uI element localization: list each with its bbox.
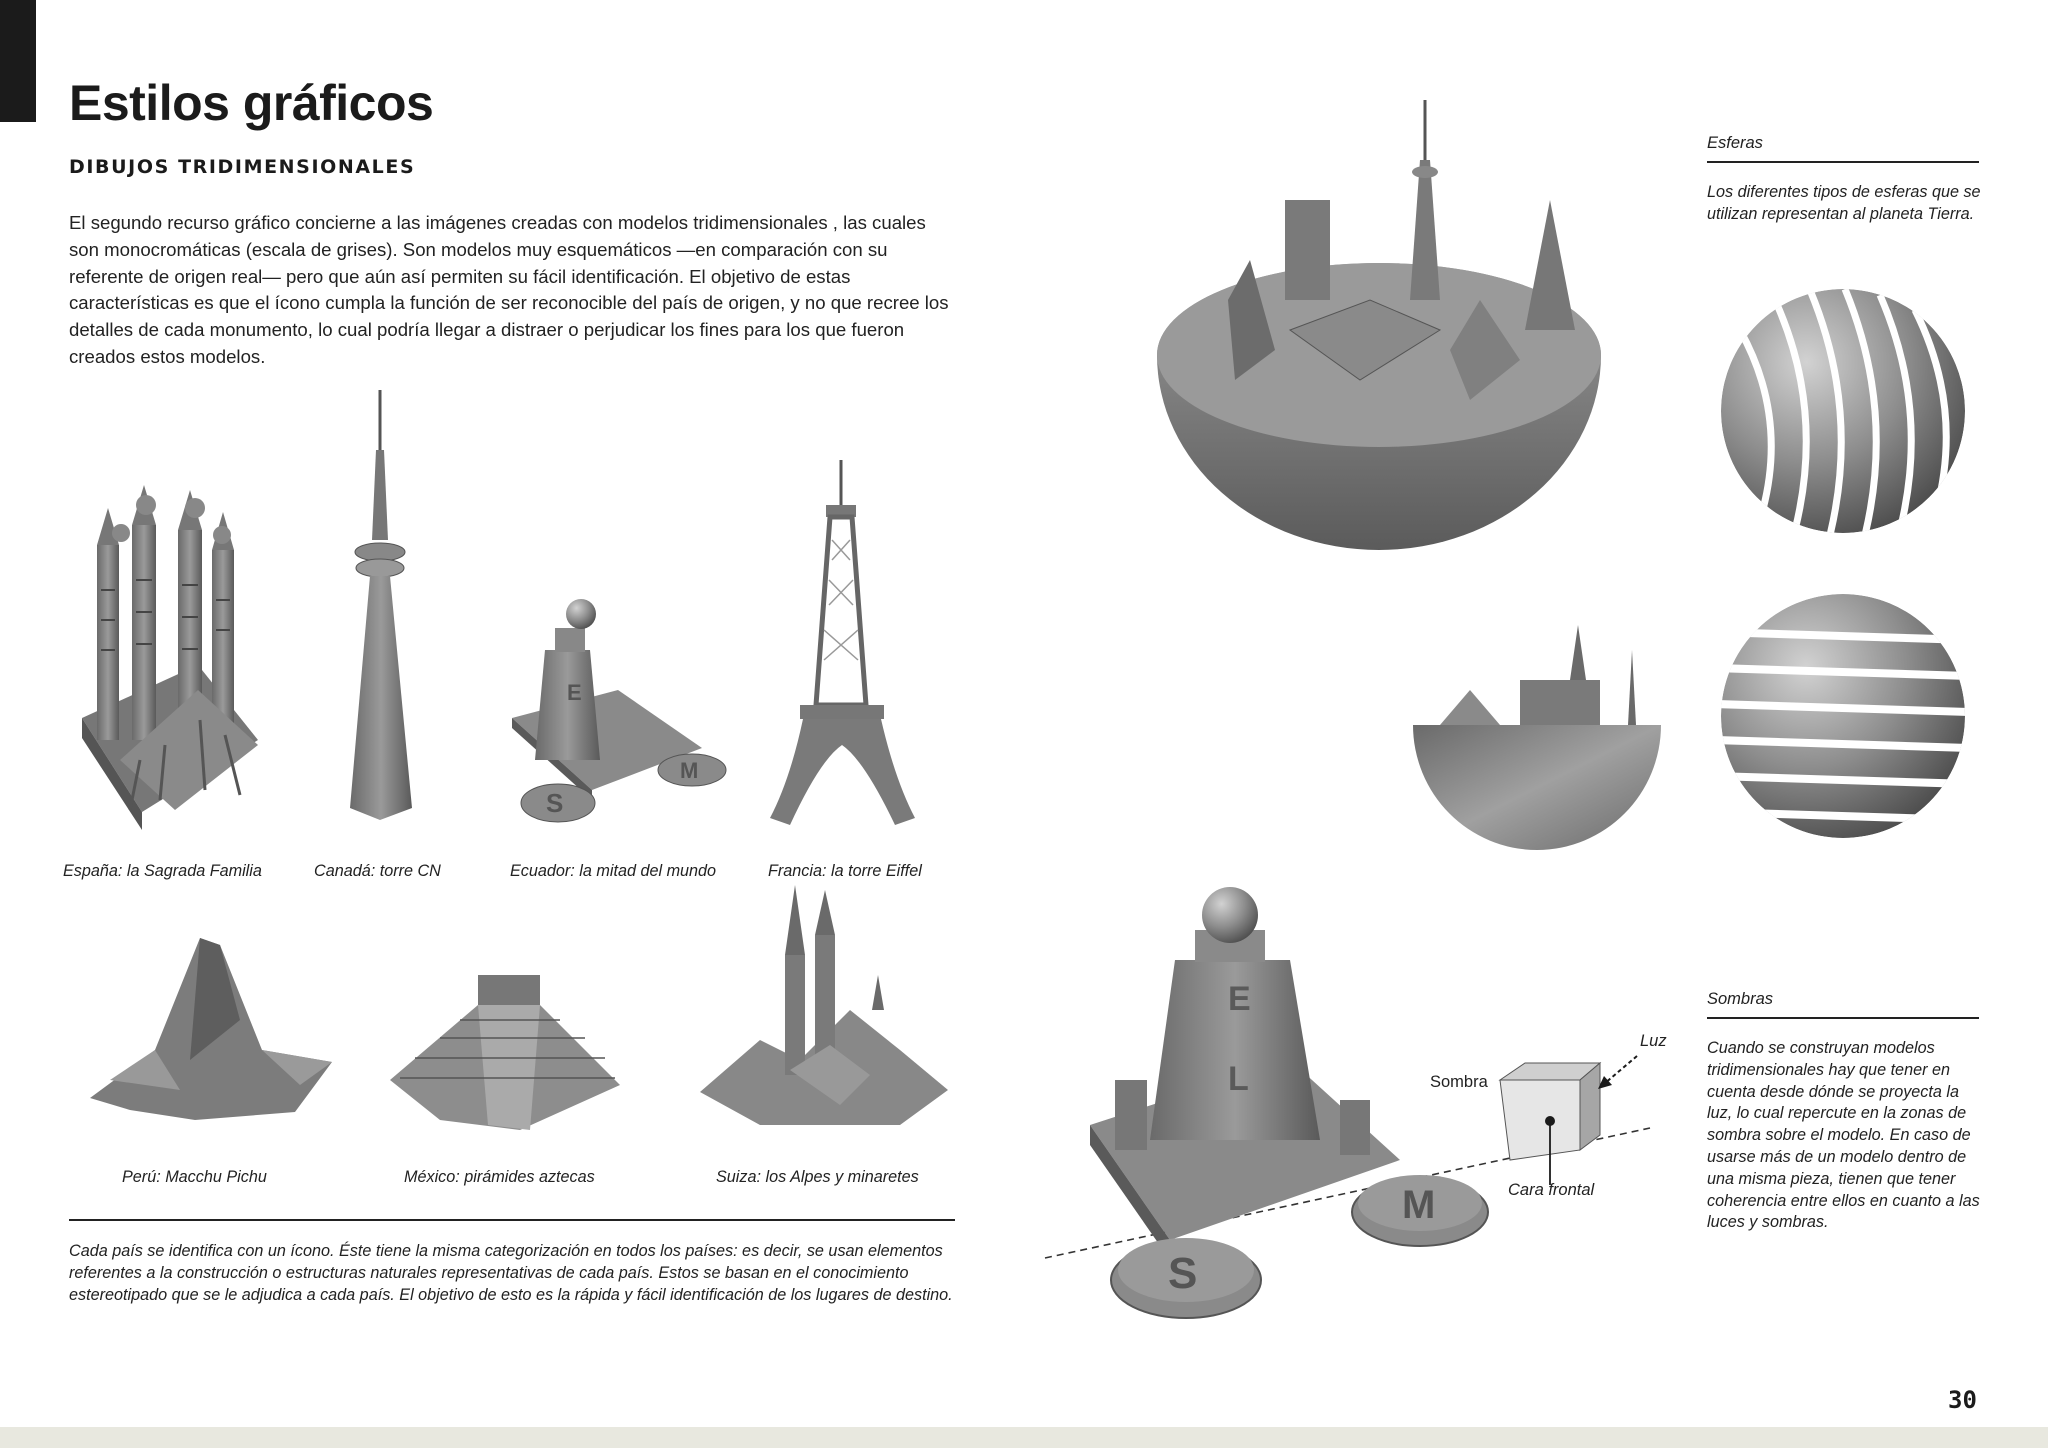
shadow-label: Sombra — [1430, 1073, 1488, 1091]
spheres-divider — [1707, 161, 1979, 163]
earth-bowl-small-icon — [1413, 625, 1661, 850]
shadows-divider — [1707, 1017, 1979, 1019]
footer-strip — [0, 1427, 2048, 1448]
caption-ecuador: Ecuador: la mitad del mundo — [510, 862, 717, 880]
shadows-heading: Sombras — [1707, 990, 1774, 1008]
note-paragraph: Cada país se identifica con un ícono. Éste tiene la misma categorización en todos los países: es decir, se usan elementos referentes a la construcción o estructuras naturales representativas de cada país. Estos se basan en el conocimiento estereotipado que se le adjudica a cada país. El objetivo de esto es la rápida y fácil identificación de los lugares de destino. — [69, 1242, 953, 1304]
earth-bowl-large-icon — [1157, 100, 1601, 550]
page-number: 30 — [1948, 1386, 1977, 1414]
alps-minarets-icon — [700, 885, 948, 1125]
mitad-del-mundo-icon — [512, 599, 726, 822]
svg-text:S: S — [546, 788, 564, 818]
sphere-vertical-slats-icon — [1721, 289, 1965, 535]
caption-france: Francia: la torre Eiffel — [768, 862, 922, 880]
svg-text:E: E — [567, 680, 582, 705]
svg-text:M: M — [680, 758, 699, 783]
aztec-pyramid-icon — [390, 975, 620, 1130]
front-face-label: Cara frontal — [1508, 1181, 1595, 1199]
coin-letter-s: S — [1168, 1249, 1198, 1298]
caption-switzerland: Suiza: los Alpes y minaretes — [716, 1168, 919, 1186]
spheres-heading: Esferas — [1707, 134, 1763, 152]
light-label: Luz — [1640, 1032, 1667, 1050]
caption-canada: Canadá: torre CN — [314, 862, 441, 880]
page-title: Estilos gráficos — [69, 75, 434, 131]
eiffel-tower-icon — [770, 460, 915, 825]
monument-letter-e: E — [1228, 980, 1251, 1018]
caption-mexico: México: pirámides aztecas — [404, 1168, 595, 1186]
shadows-text: Cuando se construyan modelos tridimensionales hay que tener en cuenta desde dónde se proyecta la luz, lo cual repercute en la zonas de sombra sobre el modelo. En caso de usarse más de un modelo dentro de una misma pieza, tienen que tener coherencia entre ellos en cuanto a las luces y sombras. — [1707, 1039, 1980, 1232]
caption-spain: España: la Sagrada Familia — [63, 862, 262, 880]
cn-tower-icon — [350, 390, 412, 820]
sagrada-familia-icon — [82, 485, 258, 830]
shadow-diagram — [1045, 887, 1650, 1318]
section-subtitle: DIBUJOS TRIDIMENSIONALES — [69, 156, 416, 178]
coin-letter-m: M — [1402, 1183, 1436, 1227]
machu-picchu-icon — [90, 938, 332, 1120]
sphere-horizontal-slats-icon — [1715, 594, 1970, 838]
monument-letter-l: L — [1228, 1060, 1249, 1098]
spheres-text: Los diferentes tipos de esferas que se utilizan representan al planeta Tierra. — [1707, 183, 1981, 223]
caption-peru: Perú: Macchu Pichu — [122, 1168, 267, 1186]
intro-paragraph: El segundo recurso gráfico concierne a las imágenes creadas con modelos tridimensionales , las cuales son monocromáticas (escala de grises). Son modelos muy esquemáticos —en comparación con su referente de origen real— pero que aún así permiten su fácil identificación. El objetivo de estas características es que el ícono cumpla la función de ser reconocible del país de origen, y no que recree los detalles de cada monumento, lo cual podría llegar a distraer o perjudicar los fines para los que fueron creados estos modelos. — [69, 212, 949, 367]
note-divider — [69, 1219, 955, 1221]
